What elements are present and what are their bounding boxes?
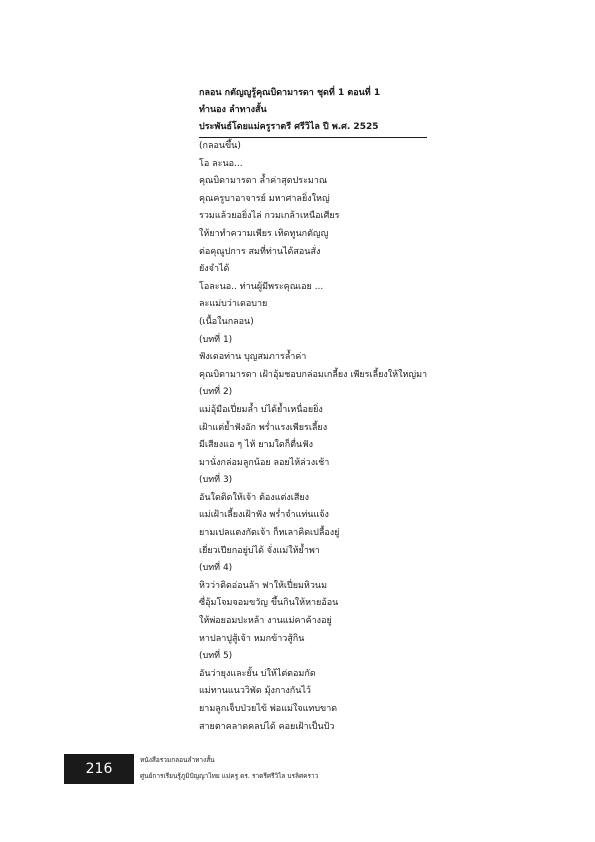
- poem-line: สายตาคลาดคลบ่ได้ คอยเฝ้าเป็นป้ว: [199, 721, 335, 732]
- poem-line: มานั่งกล่อมลูกน้อย ลอยไห้ล่วงเช้า: [199, 457, 330, 468]
- poem-line: ยังจำได้: [199, 264, 230, 275]
- poem-line: ซื่อุ้มโจมจอมขวัญ ขึ้นกินให้หายอ้อน: [199, 598, 339, 609]
- poem-line: หิวว่าติดอ่อนล้า ฟาให้เปี่ยมหิวนม: [199, 580, 327, 591]
- poem-line: โอ ละนอ...: [199, 158, 243, 169]
- poem-line: มีเสียงแอ ๆ ไห้ ยามใดก็ตื่นฟัง: [199, 440, 313, 451]
- poem-line: (กลอนขึ้น): [199, 141, 241, 151]
- poem-line: อันว่ายุงและยั้น บ่ให้ไต่ตอมกัด: [199, 668, 316, 679]
- author-line: ประพันธ์โดยแม่ครูราตรี ศรีวิไล ปี พ.ศ. 2525: [199, 119, 427, 138]
- poem-line: คุณบิดามารดา เฝ้าอุ้มชอบกล่อมเกลี้ยง เพียรเลี้ยงให้ใหญ่มา: [199, 369, 428, 380]
- poem-line: (บทที่ 5): [199, 651, 233, 662]
- poem-line: โอละนอ.. ท่านผู้มีพระคุณเอย ...: [199, 281, 324, 292]
- poem-line: ยามลูกเจ็บป่วยไข้ พ่อแม่ใจแทบขาด: [199, 704, 338, 714]
- melody-line: ทำนอง ลำทางสั้น: [199, 105, 267, 115]
- poem-line: (บทที่ 2): [199, 387, 233, 398]
- poem-title: กลอน กตัญญูรู้คุณบิดามารดา ชุดที่ 1 ตอนที่ 1: [199, 88, 381, 98]
- poem-line: แม่ทานแนววิพัด มุ้งกางกันไว้: [199, 686, 311, 697]
- poem-line: ต่อคุณูปการ สมที่ท่านได้สอนสั่ง: [199, 246, 321, 257]
- poem-body: [199, 138, 559, 736]
- poem-line: (บทที่ 1): [199, 334, 233, 345]
- poem-line: ฟังเดอท่าน บุญสมภารล้ำค่า: [199, 352, 307, 363]
- footer-book-title: หนังสือรวมกลอนลำทางสั้น: [140, 756, 215, 764]
- poem-line: ให้ยาทำความเพียร เทิดทูนกตัญญู: [199, 228, 329, 239]
- poem-line: แม่เฝ้าเลี้ยงเฝ้าฟัง พร่ำจำแท่นแจ้ง: [199, 510, 329, 521]
- poem-line: ยามเปลแตงกัดเจ้า ก็ทเลาคิดเปลื้องยู่: [199, 528, 340, 539]
- poem-line: คุณบิดามารดา ล้ำค่าสุดประมาณ: [199, 176, 328, 187]
- poem-line: อันใดติดให้เจ้า ต้องแต่งเสียง: [199, 492, 309, 503]
- poem-line: (บทที่ 3): [199, 475, 233, 486]
- poem-line: เยี่ยวเปียกอยู่บ่ได้ จั่งแม่ให้ย้ำพา: [199, 545, 320, 556]
- poem-line: ให้พ่อยอมปะหล้า งานแม่คาค้างอยู่: [199, 616, 332, 627]
- poem-line: คุณครูบาอาจารย์ มหาศาลยิ่งใหญ่: [199, 193, 330, 204]
- poem-line: รวมแล้วยอยิ่งไล่ กวมเกล้าเหนือเศียร: [199, 211, 340, 222]
- poem-line: แม่อุ้มือเปี่ยมล้ำ บ่ได้ย้ำเหนื่อยยิ่ง: [199, 404, 323, 415]
- page-number: 216: [85, 761, 113, 777]
- footer-text: [140, 752, 318, 784]
- page-number-box: [64, 754, 134, 784]
- poem-line: (บทที่ 4): [199, 563, 233, 574]
- footer-center-name: ศูนย์การเรียนรู้ภูมิปัญญาไทย แม่ครู ดร. ราตรีศรีวิไล บรลิศคราว: [140, 772, 319, 780]
- poem-page: [199, 85, 559, 736]
- poem-line: หาปลาปูสู้เจ้า หมกข้าวสู้กิน: [199, 633, 305, 644]
- poem-line: ละแม่บว่าเดอบาย: [199, 299, 268, 310]
- poem-line: (เนื้อในกลอน): [199, 316, 254, 327]
- poem-line: เฝ้าแต่ย้ำฟังอัก พร่ำแรงเพียรเลี้ยง: [199, 422, 328, 433]
